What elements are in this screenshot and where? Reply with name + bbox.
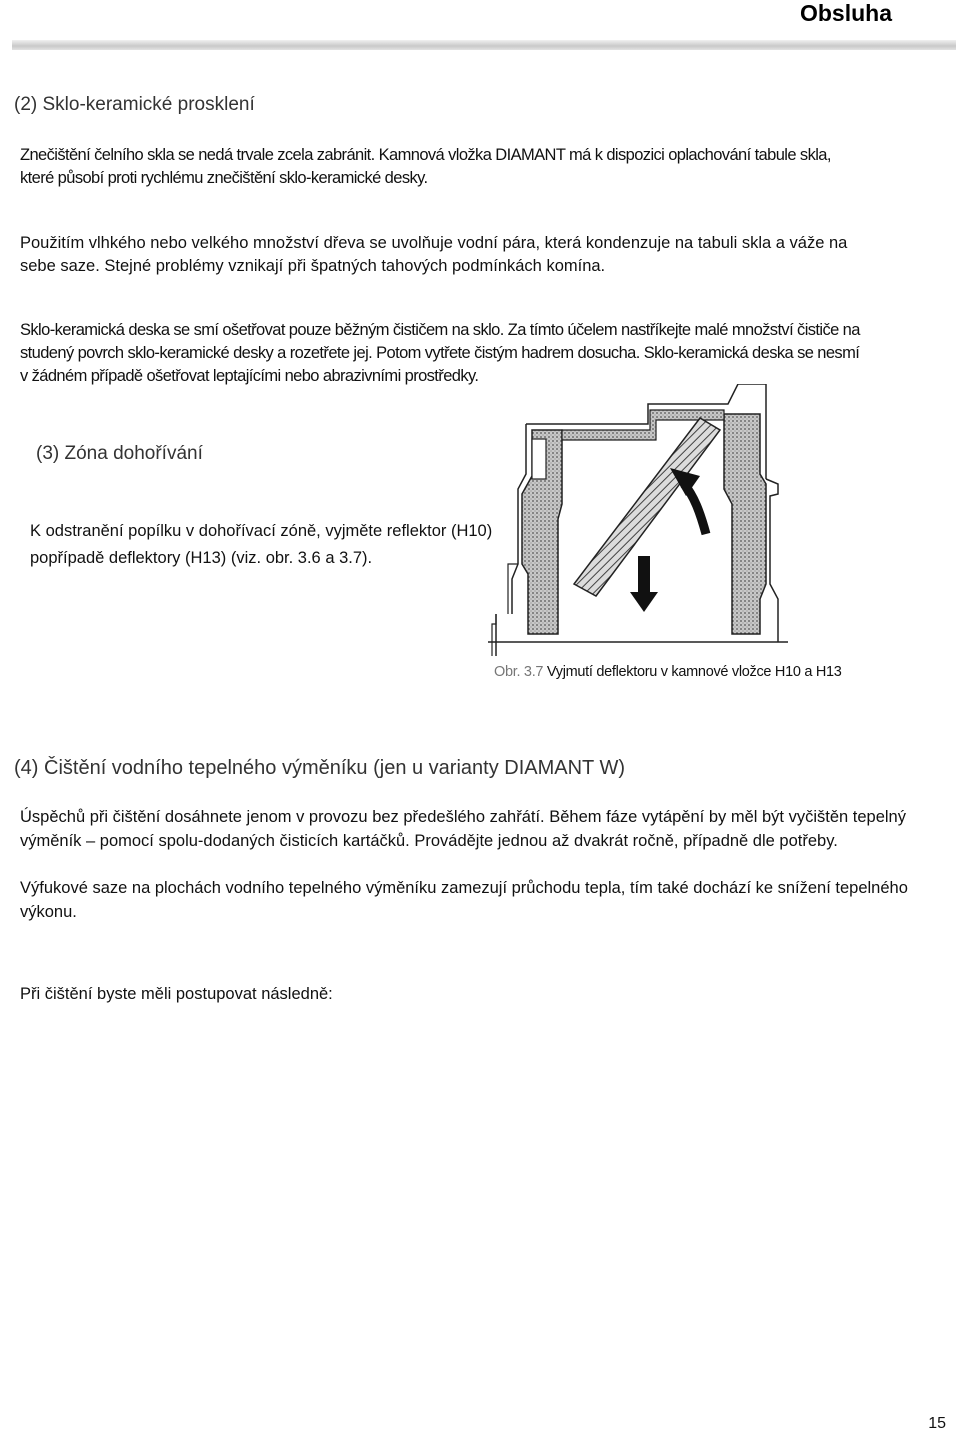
section-4-paragraph-3: Při čištění byste měli postupovat následně: [20,985,333,1003]
section-4-paragraph-2-line-2: výkonu. [20,903,77,921]
section-2-paragraph-1-line-2: které působí proti rychlému znečištění sklo-keramické desky. [20,169,428,187]
section-2-paragraph-2-line-1: Použitím vlhkého nebo velkého množství dřeva se uvolňuje vodní pára, která kondenzuje na tabuli skla a váže na [20,234,848,252]
section-3-paragraph-line-2: popřípadě deflektory (H13) (viz. obr. 3.6 a 3.7). [30,549,373,567]
page-number: 15 [928,1415,946,1432]
section-4-paragraph-2-line-1: Výfukové saze na plochách vodního tepelného výměníku zamezují průchodu tepla, tím také dochází ke snížení tepelného [20,879,908,897]
page-header-title: Obsluha [799,0,892,26]
section-4-heading: (4) Čištění vodního tepelného výměníku (jen u varianty DIAMANT W) [14,757,625,779]
figure-caption-prefix: Obr. 3. [494,664,536,680]
section-2-paragraph-3-line-3: v žádném případě ošetřovat leptajícími nebo abrazivními prostředky. [20,367,479,385]
section-3-heading: (3) Zóna dohořívání [36,443,203,464]
section-2-paragraph-2-line-2: sebe saze. Stejné problémy vznikají při špatných tahových podmínkách komína. [20,257,606,275]
deflector-removal-figure [488,384,788,656]
section-4-paragraph-1-line-2: výměník – pomocí spolu-dodaných čisticích kartáčků. Provádějte jednou až dvakrát ročně, případně dle potřeby. [20,832,838,850]
figure-caption [494,664,842,680]
section-4-paragraph-1-line-1: Úspěchů při čištění dosáhnete jenom v provozu bez předešlého zahřátí. Během fáze vytápění by měl být vyčištěn tepelný [20,808,906,826]
section-2-heading: (2) Sklo-keramické prosklení [14,94,255,115]
section-2-paragraph-3-line-2: studený povrch sklo-keramické desky a rozetřete jej. Potom vytřete čistým hadrem dosucha. Sklo-keramická deska se nesmí [20,344,860,362]
section-2-paragraph-3-line-1: Sklo-keramická deska se smí ošetřovat pouze běžným čističem na sklo. Za tímto účelem nastříkejte malé množství čističe na [20,321,860,339]
figure-caption-text: Vyjmutí deflektoru v kamnové vložce H10 a H13 [543,664,842,680]
section-3-paragraph-line-1: K odstranění popílku v dohořívací zóně, vyjměte reflektor (H10) [30,522,493,540]
section-2-paragraph-1-line-1: Znečištění čelního skla se nedá trvale zcela zabránit. Kamnová vložka DIAMANT má k dispozici oplachování tabule skla, [20,146,831,164]
header-divider [12,40,956,50]
figure-caption-number: 7 [535,664,544,680]
